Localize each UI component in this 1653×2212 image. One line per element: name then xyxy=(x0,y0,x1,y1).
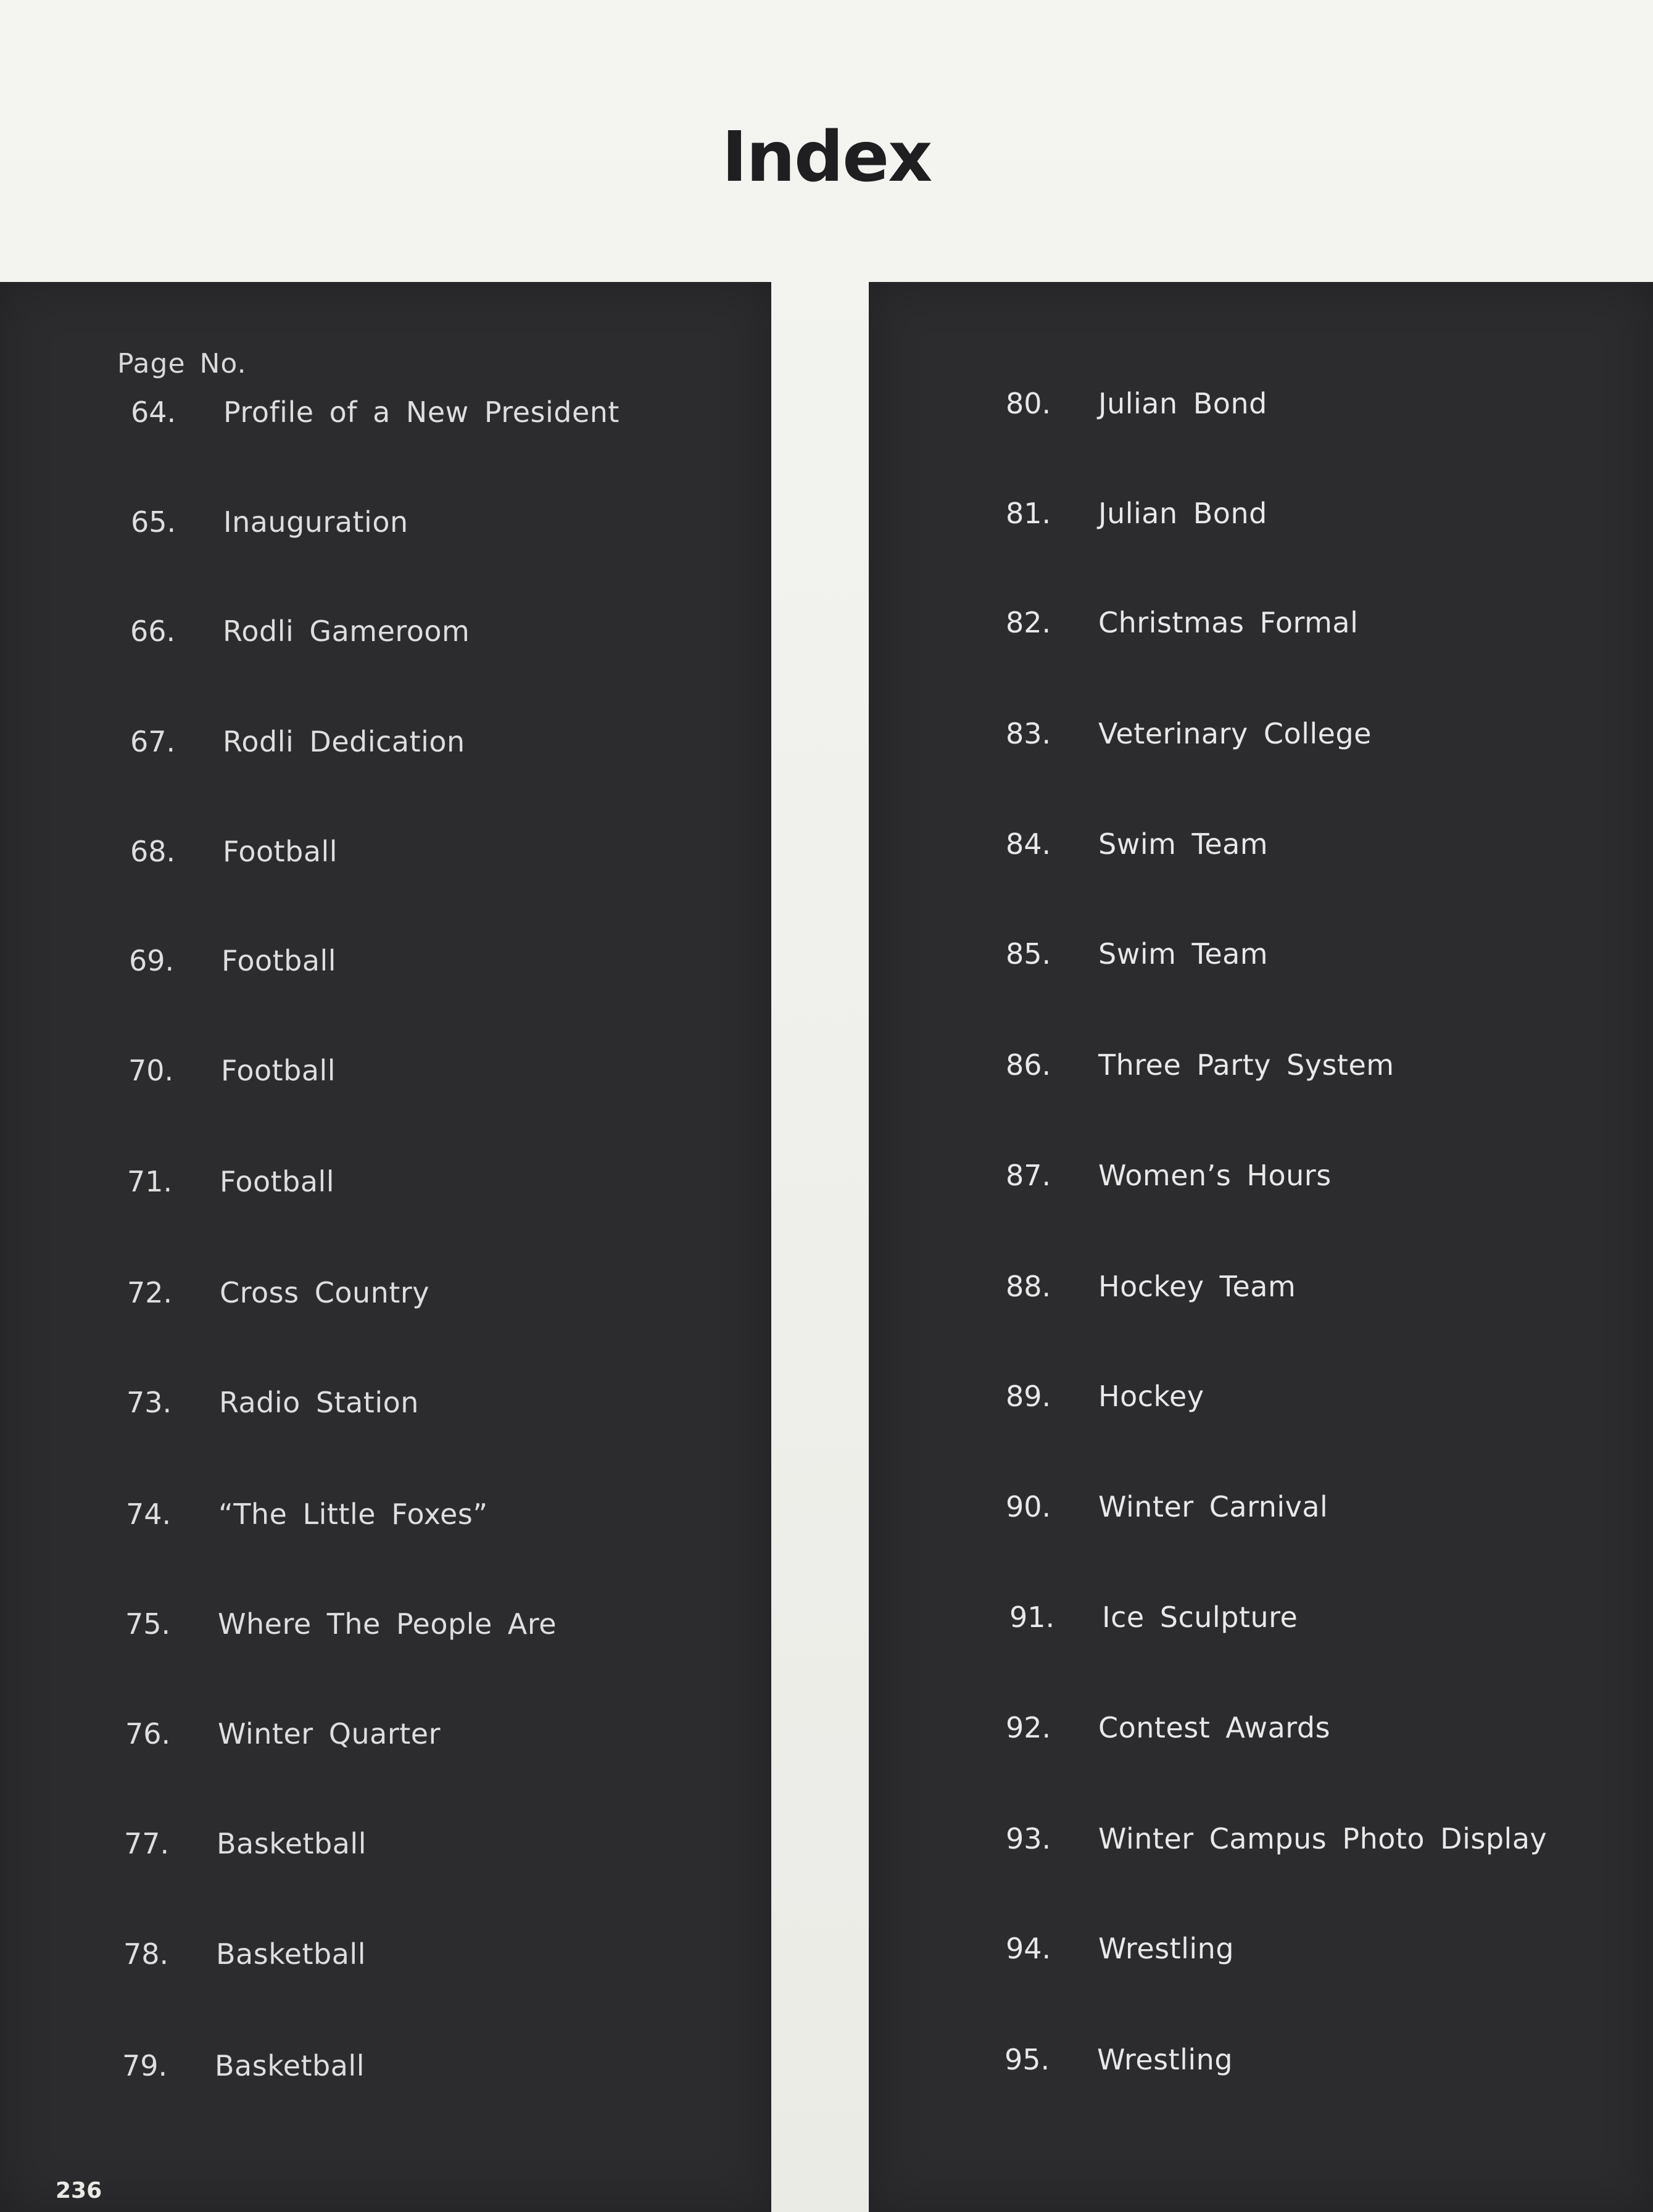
entry-title: Winter Campus Photo Display xyxy=(1098,1822,1547,1855)
entry-title: Radio Station xyxy=(219,1386,419,1419)
entry-title: Football xyxy=(220,1165,335,1198)
entry-page-number: 72. xyxy=(127,1276,173,1309)
index-panel-left xyxy=(0,282,771,2212)
entry-title: Women’s Hours xyxy=(1098,1159,1332,1192)
entry-title: Three Party System xyxy=(1098,1048,1394,1082)
entry-page-number: 88. xyxy=(1006,1270,1051,1303)
entry-page-number: 86. xyxy=(1006,1048,1051,1082)
entry-title: Hockey xyxy=(1098,1380,1204,1413)
entry-page-number: 64. xyxy=(131,396,176,429)
entry-page-number: 67. xyxy=(130,725,176,758)
entry-title: Rodli Gameroom xyxy=(223,615,470,648)
entry-page-number: 75. xyxy=(125,1607,171,1641)
entry-page-number: 73. xyxy=(126,1386,172,1419)
entry-page-number: 68. xyxy=(130,835,176,868)
entry-title: Inauguration xyxy=(223,505,408,539)
entry-title: Contest Awards xyxy=(1098,1711,1331,1744)
entry-page-number: 76. xyxy=(125,1717,171,1750)
entry-title: Veterinary College xyxy=(1098,717,1372,750)
entry-title: Julian Bond xyxy=(1098,497,1267,530)
entry-page-number: 80. xyxy=(1006,387,1051,420)
entry-title: Julian Bond xyxy=(1098,387,1267,420)
entry-title: Basketball xyxy=(216,1937,366,1971)
entry-page-number: 92. xyxy=(1006,1711,1051,1744)
entry-page-number: 79. xyxy=(122,2049,168,2082)
entry-title: Basketball xyxy=(217,1827,367,1860)
entry-title: Hockey Team xyxy=(1098,1270,1296,1303)
entry-page-number: 93. xyxy=(1006,1822,1051,1855)
entry-page-number: 71. xyxy=(127,1165,173,1198)
entry-title: Wrestling xyxy=(1098,1932,1235,1965)
entry-page-number: 89. xyxy=(1006,1380,1051,1413)
entry-page-number: 69. xyxy=(129,944,175,977)
entry-title: Football xyxy=(223,835,338,868)
entry-title: Swim Team xyxy=(1098,827,1269,861)
entry-title: Basketball xyxy=(215,2049,365,2082)
entry-title: Cross Country xyxy=(220,1276,429,1309)
entry-page-number: 77. xyxy=(124,1827,170,1860)
entry-title: Swim Team xyxy=(1098,937,1269,971)
entry-page-number: 91. xyxy=(1009,1601,1055,1634)
entry-page-number: 94. xyxy=(1006,1932,1051,1965)
entry-page-number: 83. xyxy=(1006,717,1051,750)
entry-page-number: 87. xyxy=(1006,1159,1051,1192)
entry-page-number: 74. xyxy=(126,1497,172,1531)
entry-page-number: 95. xyxy=(1005,2043,1050,2076)
entry-page-number: 90. xyxy=(1006,1490,1051,1523)
entry-page-number: 81. xyxy=(1006,497,1051,530)
entry-page-number: 66. xyxy=(130,615,176,648)
entry-page-number: 78. xyxy=(123,1937,169,1971)
entry-title: Ice Sculpture xyxy=(1102,1601,1298,1634)
entry-title: Wrestling xyxy=(1097,2043,1233,2076)
index-panel-right xyxy=(869,282,1653,2212)
entry-title: Christmas Formal xyxy=(1098,606,1359,639)
entry-title: Where The People Are xyxy=(218,1607,557,1641)
page-title: Index xyxy=(721,117,932,197)
entry-title: Profile of a New President xyxy=(223,396,619,429)
entry-title: “The Little Foxes” xyxy=(218,1497,488,1531)
entry-page-number: 70. xyxy=(128,1054,174,1087)
entry-page-number: 84. xyxy=(1006,827,1051,861)
entry-title: Football xyxy=(222,944,337,977)
page-number-header: Page No. xyxy=(117,348,247,379)
entry-page-number: 82. xyxy=(1006,606,1051,639)
entry-page-number: 65. xyxy=(131,505,176,539)
entry-title: Rodli Dedication xyxy=(223,725,465,758)
entry-page-number: 85. xyxy=(1006,937,1051,971)
entry-title: Winter Carnival xyxy=(1098,1490,1328,1523)
entry-title: Football xyxy=(221,1054,336,1087)
page-folio-number: 236 xyxy=(56,2178,102,2203)
entry-title: Winter Quarter xyxy=(218,1717,441,1750)
